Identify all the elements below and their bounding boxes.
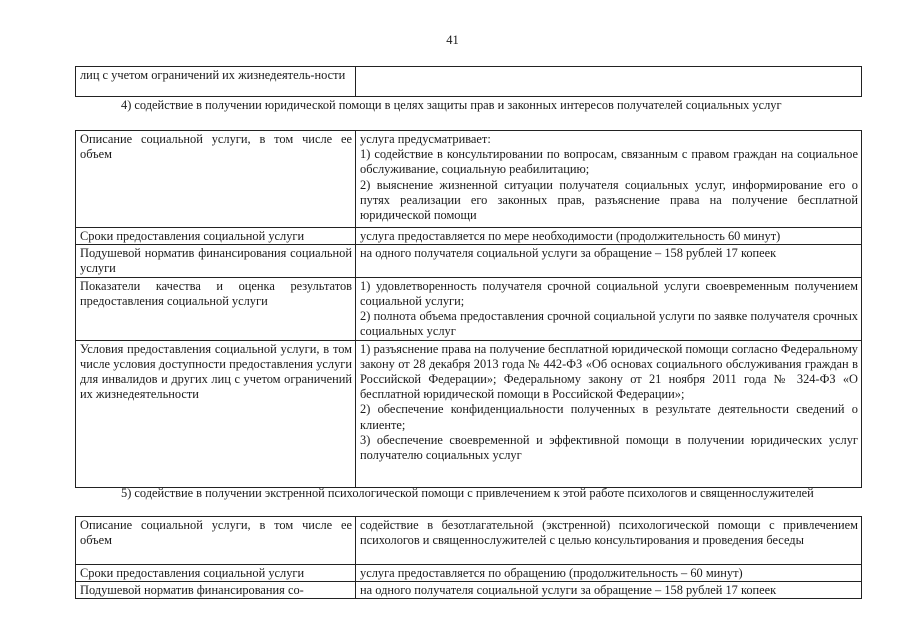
table-row — [76, 245, 862, 277]
cell-paragraph: на одного получателя социальной услуги за обращение – 158 рублей 17 копеек — [360, 246, 777, 261]
table-cell-left: Подушевой норматив финансирования со- — [76, 582, 356, 599]
page-number: 41 — [446, 33, 459, 47]
section-4-heading: 4) содействие в получении юридической помощи в целях защиты прав и законных интересов получателей социальных услуг — [121, 98, 782, 112]
table-cell-right — [356, 228, 862, 245]
cell-paragraph: 1) разъяснение права на получение бесплатной юридической помощи согласно Федеральному закону от 28 декабря 2013 года № 442-ФЗ «Об основах социального обслуживания граждан в Российской Федерации»; Федеральному закону от 21 ноября 2011 года № 324-ФЗ «О бесплатной юридической помощи в Российской Федерации»; — [360, 341, 858, 402]
table-cell-right — [356, 67, 862, 97]
table-cell-right — [356, 565, 862, 582]
table-row — [76, 582, 862, 599]
cell-paragraph: 2) выяснение жизненной ситуации получателя социальных услуг, информирование его о путях реализации его законных прав, разъяснение права на получение бесплатной юридической помощи — [360, 177, 858, 223]
table-row — [76, 131, 862, 228]
cell-paragraph: 2) полнота объема предоставления срочной социальной услуги по заявке получателя срочных социальных услуг — [360, 309, 858, 339]
continuation-table — [75, 66, 862, 97]
table-row — [76, 340, 862, 487]
section-4-table — [75, 130, 862, 488]
table-cell-right — [356, 277, 862, 340]
table-row — [76, 517, 862, 565]
cell-paragraph: на одного получателя социальной услуги за обращение – 158 рублей 17 копеек — [360, 583, 777, 598]
cell-paragraph: услуга предоставляется по обращению (продолжительность – 60 минут) — [360, 566, 743, 580]
cell-paragraph: 1) содействие в консультировании по вопросам, связанным с правом граждан на социальное обслуживание, социальную реабилитацию; — [360, 147, 858, 177]
table-cell-left: Показатели качества и оценка результатов предоставления социальной услуги — [76, 277, 356, 340]
table-row — [76, 67, 862, 97]
cell-paragraph: услуга предусматривает: — [360, 132, 491, 146]
table-cell-right — [356, 582, 862, 599]
section-5-table — [75, 516, 862, 599]
table-cell-left: Сроки предоставления социальной услуги — [76, 228, 356, 245]
table-row — [76, 565, 862, 582]
table-cell-right — [356, 131, 862, 228]
cell-paragraph: 2) обеспечение конфиденциальности полученных в результате деятельности сведений о клиенте; — [360, 402, 858, 432]
table-cell-left: Условия предоставления социальной услуги, в том числе условия доступности предоставления услуги для инвалидов и других лиц с учетом ограничений их жизнедеятельности — [76, 340, 356, 487]
table-cell-right — [356, 245, 862, 277]
table-cell-left: Описание социальной услуги, в том числе ее объем — [76, 517, 356, 565]
table-row — [76, 228, 862, 245]
cell-paragraph: услуга предоставляется по мере необходимости (продолжительность 60 минут) — [360, 229, 781, 243]
section-5-heading: 5) содействие в получении экстренной психологической помощи с привлечением к этой работе психологов и священнослужителей — [121, 486, 814, 500]
table-cell-left: Описание социальной услуги, в том числе ее объем — [76, 131, 356, 228]
table-cell-right — [356, 340, 862, 487]
cell-paragraph: содействие в безотлагательной (экстренной) психологической помощи с привлечением психологов и священнослужителей с целью консультирования и проведения беседы — [360, 518, 858, 548]
table-cell-right — [356, 517, 862, 565]
table-cell-left: Сроки предоставления социальной услуги — [76, 565, 356, 582]
table-cell-left: лиц с учетом ограничений их жизнедеятель-ности — [76, 67, 356, 97]
cell-paragraph: 3) обеспечение своевременной и эффективной помощи в получении юридических услуг получателю социальных услуг — [360, 432, 858, 463]
table-cell-left: Подушевой норматив финансирования социальной услуги — [76, 245, 356, 277]
table-row — [76, 277, 862, 340]
cell-paragraph: 1) удовлетворенность получателя срочной социальной услуги своевременным получением социальной услуги; — [360, 278, 858, 308]
